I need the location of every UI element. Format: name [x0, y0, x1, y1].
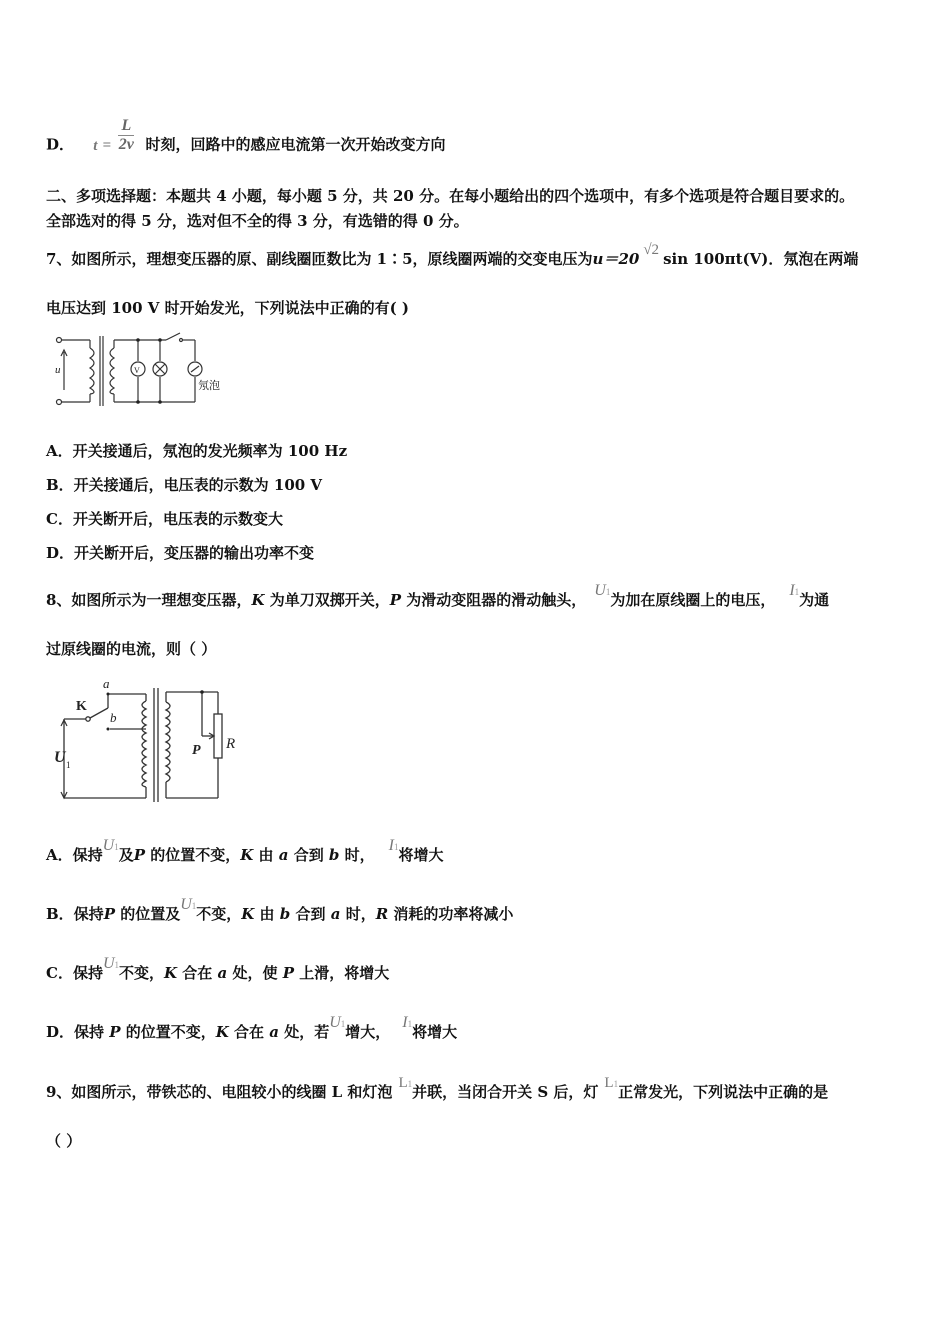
u-label: u — [55, 364, 61, 376]
terminal — [57, 338, 62, 343]
q7-transformer-circuit-figure — [50, 330, 240, 410]
u1-symbol: U1 — [329, 1014, 346, 1031]
terminal — [57, 400, 62, 405]
voltmeter-label: V — [134, 366, 140, 375]
secondary-coil — [110, 348, 114, 394]
i1-symbol: I1 — [388, 837, 399, 854]
q7-option-d: D．开关断开后，变压器的输出功率不变 — [46, 544, 315, 562]
u1-symbol: U1 — [102, 955, 120, 972]
r-label: R — [226, 736, 236, 752]
l1-symbol: L1 — [604, 1075, 619, 1091]
k-label: K — [76, 699, 87, 714]
l1-symbol: L1 — [398, 1075, 413, 1091]
q9-stem-line2: （ ） — [46, 1132, 82, 1150]
p-label: P — [192, 743, 201, 758]
secondary-coil — [166, 702, 170, 782]
a-label: a — [103, 676, 110, 691]
i1-symbol: I1 — [789, 582, 800, 599]
q8-transformer-circuit-figure — [50, 674, 250, 804]
t-symbol: t — [93, 137, 98, 154]
b-label: b — [110, 710, 117, 725]
sqrt-2: √2 — [643, 242, 660, 258]
u1-symbol: U1 — [180, 896, 197, 913]
q8-option-d: D．保持 P 的位置不变，K 合在 a 处，若U1增大，I1将增大 — [46, 1014, 458, 1041]
u1-symbol: U1 — [594, 582, 611, 599]
section-2-heading-line1: 二、多项选择题：本题共 4 小题，每小题 5 分，共 20 分。在每小题给出的四个选项中，有多个选项是符合题目要求的。 — [46, 187, 855, 205]
q7-stem-line2: 电压达到 100 V 时开始发光，下列说法中正确的有( ) — [46, 299, 410, 317]
primary-coil — [142, 701, 146, 787]
i1-symbol: I1 — [402, 1014, 413, 1031]
q8-option-b: B．保持P 的位置及U1不变，K 由 b 合到 a 时，R 消耗的功率将减小 — [46, 896, 514, 923]
section-2-heading-line2: 全部选对的得 5 分，选对但不全的得 3 分，有选错的得 0 分。 — [46, 212, 469, 230]
q7-option-a: A．开关接通后，氖泡的发光频率为 100 Hz — [46, 442, 348, 460]
u1-label: U — [54, 749, 66, 766]
q8-stem-line1: 8、如图所示为一理想变压器，K 为单刀双掷开关，P 为滑动变阻器的滑动触头，U1为加在原线圈上的电压，I1为通 — [46, 582, 830, 609]
fraction-l-over-2v: $\frac{L}{2v}$ — [118, 117, 134, 153]
q8-option-c: C．保持U1不变，K 合在 a 处，使 P 上滑，将增大 — [46, 955, 390, 982]
q7-option-c: C．开关断开后，电压表的示数变大 — [46, 510, 283, 528]
equals-symbol: = — [102, 137, 112, 154]
u1-subscript: 1 — [66, 760, 71, 770]
primary-coil — [90, 348, 94, 394]
q8-option-a: A．保持U1及P 的位置不变，K 由 a 合到 b 时，I1将增大 — [46, 837, 444, 864]
q7-stem-line1: 7、如图所示，理想变压器的原、副线圈匝数比为 1∶5，原线圈两端的交变电压为u＝20 √2 sin 100πt(V)．氖泡在两端 — [46, 242, 859, 268]
q7-option-b: B．开关接通后，电压表的示数为 100 V — [46, 476, 323, 494]
switch-icon — [166, 333, 180, 340]
q8-stem-line2: 过原线圈的电流，则（ ） — [46, 640, 217, 658]
switch-k-icon — [90, 708, 108, 718]
q6-option-d: D． t = $\frac{L}{2v}$ 时刻，回路中的感应电流第一次开始改变方向 — [46, 117, 446, 154]
q9-stem-line1: 9、如图所示，带铁芯的、电阻较小的线圈 L 和灯泡 L1并联，当闭合开关 S 后，灯 L1正常发光，下列说法中正确的是 — [46, 1075, 829, 1101]
neon-bulb-label: 氖泡 — [198, 379, 220, 392]
u1-symbol: U1 — [102, 837, 119, 854]
